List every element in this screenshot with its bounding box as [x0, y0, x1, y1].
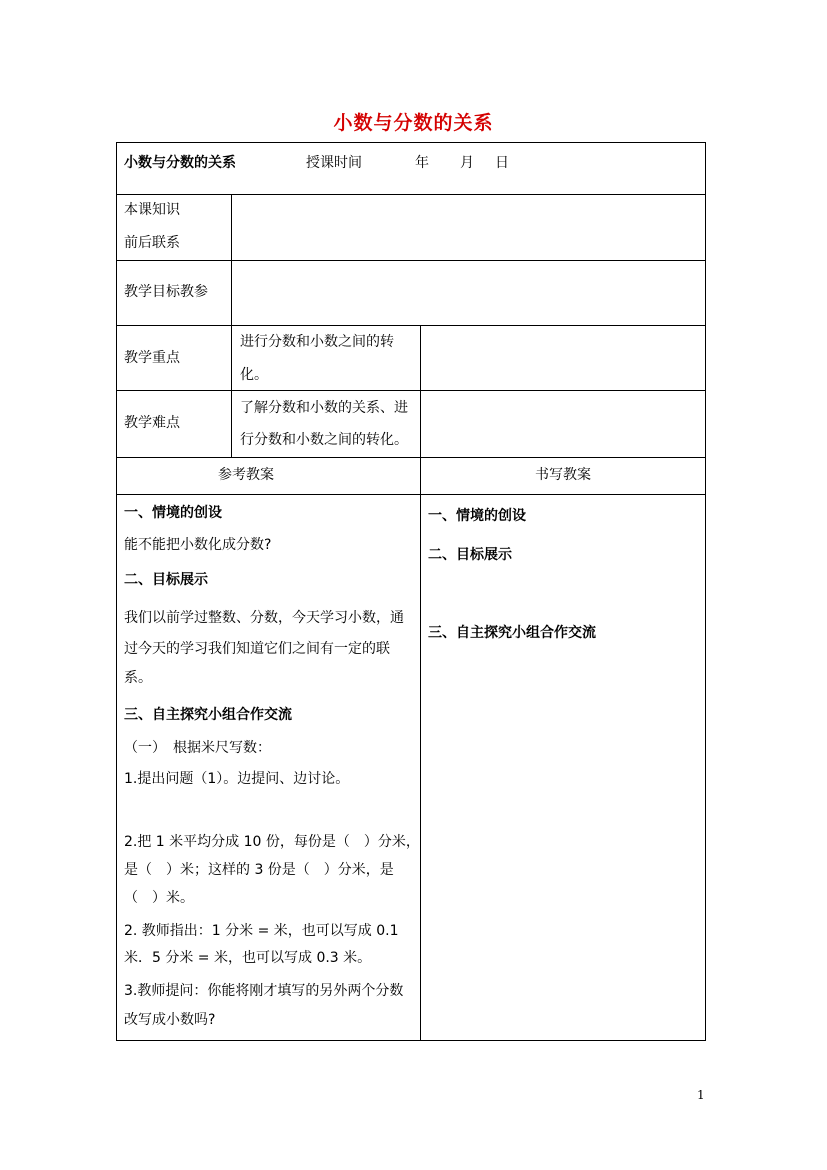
reference-item-4-line-1: 3.教师提问：你能将刚才填写的另外两个分数: [124, 983, 404, 999]
header-topic: 小数与分数的关系: [124, 155, 236, 171]
reference-item-2-line-1: 2.把 1 米平均分成 10 份，每份是（ ）分米，: [124, 834, 420, 850]
reference-item-4-line-2: 改写成小数吗?: [124, 1012, 216, 1028]
header-month: 月: [460, 155, 474, 171]
reference-section-2-line-2: 过今天的学习我们知道它们之间有一定的联: [124, 641, 390, 657]
key-point-label: 教学重点: [124, 350, 180, 366]
writing-section-2-heading: 二、目标展示: [428, 547, 512, 563]
difficulty-text-line-1: 了解分数和小数的关系、进: [240, 400, 408, 416]
reference-section-2-line-1: 我们以前学过整数、分数，今天学习小数，通: [124, 610, 404, 626]
reference-item-2-line-3: （ ）米。: [124, 890, 194, 906]
writing-section-3-heading: 三、自主探究小组合作交流: [428, 625, 596, 641]
writing-section-1-heading: 一、情境的创设: [428, 508, 526, 524]
knowledge-label-line-2: 前后联系: [124, 235, 180, 251]
reference-item-1: 1.提出问题（1）。边提问、边讨论。: [124, 771, 350, 787]
row-divider: [117, 260, 705, 261]
goal-label: 教学目标教参: [124, 284, 208, 300]
writing-column-header: 书写教案: [535, 467, 591, 483]
header-time-label: 授课时间: [306, 155, 362, 171]
row-divider: [117, 194, 705, 195]
row-divider: [117, 390, 705, 391]
row-divider: [117, 325, 705, 326]
column-divider: [231, 194, 232, 457]
reference-section-1-heading: 一、情境的创设: [124, 505, 222, 521]
row-divider: [117, 494, 705, 495]
header-year: 年: [415, 155, 429, 171]
page-number: 1: [697, 1088, 705, 1102]
document-title: 小数与分数的关系: [333, 112, 494, 134]
reference-section-3-heading: 三、自主探究小组合作交流: [124, 707, 292, 723]
reference-item-2-line-2: 是（ ）米；这样的 3 份是（ ）分米，是: [124, 862, 394, 878]
reference-column-header: 参考教案: [218, 467, 274, 483]
reference-subsection-1: （一） 根据米尺写数：: [124, 740, 271, 756]
column-divider: [420, 325, 421, 1040]
key-point-text-line-1: 进行分数和小数之间的转: [240, 334, 394, 350]
reference-section-2-line-3: 系。: [124, 670, 152, 686]
reference-section-2-heading: 二、目标展示: [124, 572, 208, 588]
reference-item-3-line-1: 2. 教师指出：1 分米 = 米，也可以写成 0.1: [124, 923, 399, 939]
knowledge-label-line-1: 本课知识: [124, 202, 180, 218]
difficulty-text-line-2: 行分数和小数之间的转化。: [240, 432, 408, 448]
key-point-text-line-2: 化。: [240, 367, 268, 383]
header-day: 日: [495, 155, 509, 171]
lesson-plan-table: [116, 142, 706, 1041]
reference-section-1-text: 能不能把小数化成分数?: [124, 537, 272, 553]
reference-item-3-line-2: 米．5 分米 = 米，也可以写成 0.3 米。: [124, 950, 372, 966]
row-divider: [117, 457, 705, 458]
difficulty-label: 教学难点: [124, 415, 180, 431]
